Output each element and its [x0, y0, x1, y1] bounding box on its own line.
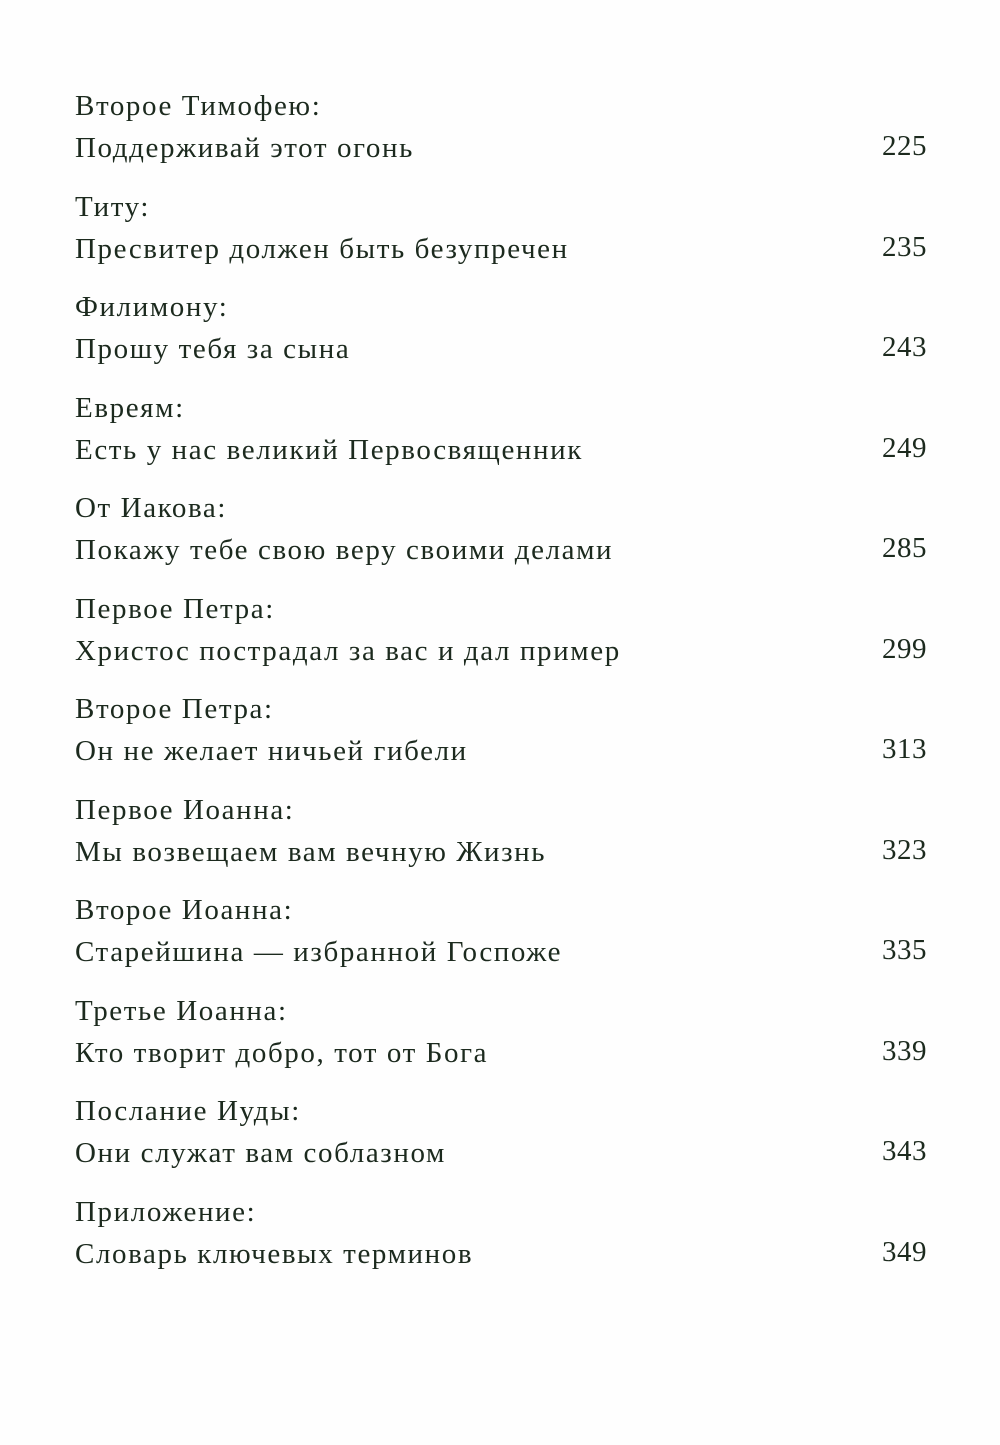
toc-entry [75, 185, 927, 286]
toc-chapter-title: Старейшина — избранной Госпоже [75, 936, 563, 968]
toc-entry [75, 989, 927, 1090]
toc-book-name: Филимону: [75, 291, 229, 323]
toc-entry [75, 84, 927, 185]
toc-chapter-title: Пресвитер должен быть безупречен [75, 232, 569, 265]
toc-page-number: 249 [882, 431, 927, 464]
toc-book-name: Первое Иоанна: [75, 793, 295, 826]
toc-page-number: 339 [882, 1034, 927, 1067]
toc-book-name: Второе Иоанна: [75, 894, 294, 926]
toc-page-number: 335 [882, 934, 927, 966]
toc-page-number: 323 [882, 833, 927, 866]
toc-entry [75, 788, 927, 889]
toc-entry [75, 386, 927, 487]
toc-page-number: 343 [882, 1135, 927, 1167]
toc-book-name: Титу: [75, 190, 150, 223]
toc-chapter-title: Словарь ключевых терминов [75, 1237, 474, 1270]
toc-book-name: Третье Иоанна: [75, 994, 288, 1027]
toc-chapter-title: Покажу тебе свою веру своими делами [75, 534, 614, 566]
toc-chapter-title: Кто творит добро, тот от Бога [75, 1036, 489, 1069]
toc-page-number: 243 [882, 331, 927, 363]
toc-entry [75, 888, 927, 989]
toc-chapter-title: Христос пострадал за вас и дал пример [75, 634, 621, 667]
toc-book-name: Приложение: [75, 1195, 257, 1228]
toc-page-number: 299 [882, 632, 927, 665]
toc-book-name: Послание Иуды: [75, 1095, 301, 1127]
toc-chapter-title: Прошу тебя за сына [75, 333, 351, 365]
toc-page-number: 313 [882, 733, 927, 765]
toc-chapter-title: Мы возвещаем вам вечную Жизнь [75, 835, 547, 868]
toc-book-name: От Иакова: [75, 492, 228, 524]
toc-chapter-title: Поддерживай этот огонь [75, 132, 414, 164]
toc-entry [75, 687, 927, 788]
toc-entry [75, 1190, 927, 1291]
toc-page-number: 225 [882, 130, 927, 162]
toc-page-number: 285 [882, 532, 927, 564]
toc-page-number: 349 [882, 1235, 927, 1268]
toc-chapter-title: Есть у нас великий Первосвященник [75, 433, 583, 466]
toc-entry [75, 587, 927, 688]
toc-entry [75, 1089, 927, 1190]
table-of-contents [75, 84, 927, 1290]
toc-entry [75, 486, 927, 587]
toc-book-name: Второе Тимофею: [75, 90, 322, 122]
toc-book-name: Второе Петра: [75, 693, 274, 725]
toc-book-name: Евреям: [75, 391, 185, 424]
toc-chapter-title: Они служат вам соблазном [75, 1137, 446, 1169]
toc-entry [75, 285, 927, 386]
toc-page-number: 235 [882, 230, 927, 263]
toc-book-name: Первое Петра: [75, 592, 275, 625]
toc-chapter-title: Он не желает ничьей гибели [75, 735, 468, 767]
